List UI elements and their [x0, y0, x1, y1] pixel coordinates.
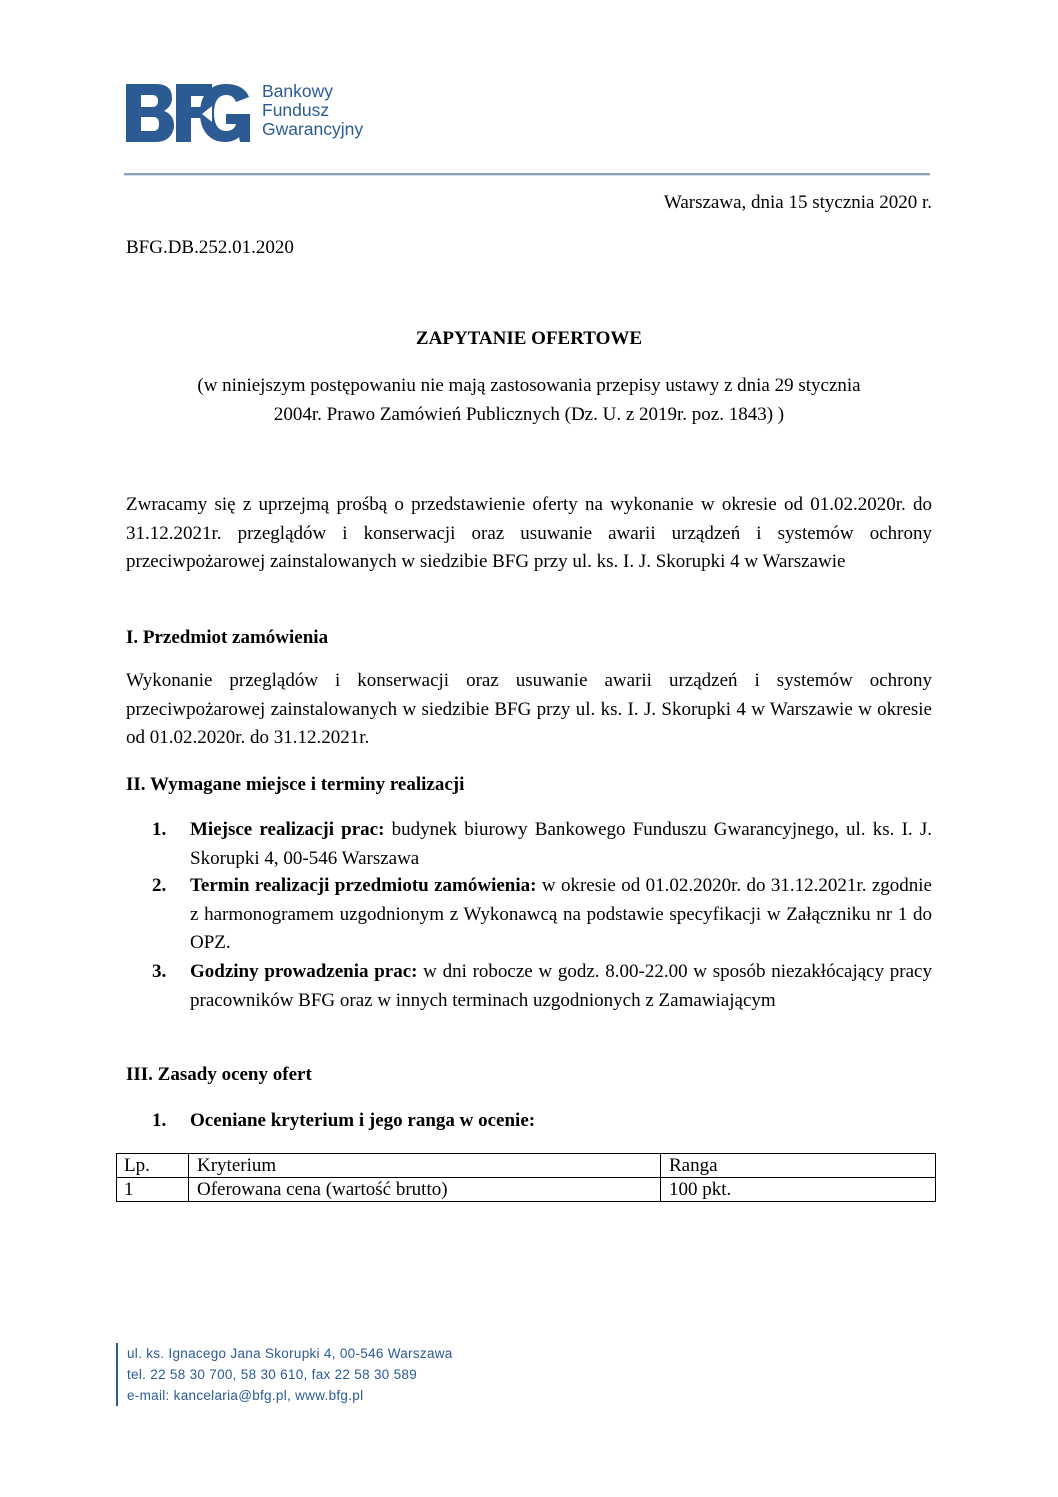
cell-rank: 100 pkt.: [661, 1178, 936, 1202]
intro-paragraph: Zwracamy się z uprzejmą prośbą o przedstawienie oferty na wykonanie w okresie od 01.02.2020r. do 31.12.2021r. przeglądów i konserwacji oraz usuwanie awarii urządzeń i systemów ochrony przeciwpożarowej zainstalowanych w siedzibie BFG przy ul. ks. I. J. Skorupki 4 w Warszawie: [126, 494, 932, 572]
cell-lp: 1: [117, 1178, 189, 1202]
list-number: 3.: [152, 961, 167, 982]
document-subtitle: [126, 371, 932, 429]
header-divider: [124, 173, 930, 176]
requirements-list-item-2: [152, 872, 932, 958]
list-item-label: Miejsce realizacji prac:: [190, 819, 385, 840]
requirements-list-item-3: [152, 958, 932, 1015]
footer-phone: tel. 22 58 30 700, 58 30 610, fax 22 58 30 589: [127, 1367, 418, 1382]
reference-number: BFG.DB.252.01.2020: [126, 237, 294, 258]
section-1-body: Wykonanie przeglądów i konserwacji oraz usuwanie awarii urządzeń i systemów ochrony przeciwpożarowej zainstalowanych w siedzibie BFG przy ul. ks. I. J. Skorupki 4 w Warszawie w okresie od 01.02.2020r. do 31.12.2021r.: [126, 670, 932, 748]
subtitle-line-2: 2004r. Prawo Zamówień Publicznych (Dz. U. z 2019r. poz. 1843) ): [273, 404, 785, 425]
section-3-heading: III. Zasady oceny ofert: [126, 1064, 312, 1085]
criteria-number: 1.: [152, 1110, 167, 1131]
footer-address: ul. ks. Ignacego Jana Skorupki 4, 00-546 Warszawa: [127, 1346, 453, 1361]
footer-contact: [116, 1343, 453, 1406]
footer-email-web: e-mail: kancelaria@bfg.pl, www.bfg.pl: [127, 1388, 364, 1403]
criteria-heading: [152, 1107, 535, 1135]
logo-line-1: Bankowy: [262, 81, 334, 101]
list-item-text: budynek biurowy Bankowego Funduszu Gwarancyjnego, ul. ks. I. J. Skorupki 4, 00-546 Warszawa: [190, 819, 933, 869]
table-row: [117, 1178, 936, 1202]
requirements-list-item-1: [152, 816, 932, 873]
subtitle-line-1: (w niniejszym postępowaniu nie mają zastosowania przepisy ustawy z dnia 29 stycznia: [197, 375, 861, 396]
header-criterion: Kryterium: [189, 1154, 661, 1178]
bfg-logo-mark-icon: [126, 84, 250, 142]
list-item-text: w okresie od 01.02.2020r. do 31.12.2021r. zgodnie z harmonogramem uzgodnionym z Wykonawcą na podstawie specyfikacji w Załączniku nr 1 do OPZ.: [190, 875, 932, 953]
table-header-row: [117, 1154, 936, 1178]
letter-date: Warszawa, dnia 15 stycznia 2020 r.: [663, 192, 932, 213]
criteria-table: [116, 1153, 936, 1202]
header-lp: Lp.: [117, 1154, 189, 1178]
list-number: 2.: [152, 875, 167, 896]
list-item-label: Godziny prowadzenia prac:: [190, 961, 418, 982]
section-2-heading: II. Wymagane miejsce i terminy realizacji: [126, 774, 465, 795]
section-1-heading: I. Przedmiot zamówienia: [126, 627, 329, 648]
logo-line-3: Gwarancyjny: [262, 119, 364, 139]
list-item-text: w dni robocze w godz. 8.00-22.00 w sposób niezakłócający pracy pracowników BFG oraz w innych terminach uzgodnionych z Zamawiającym: [190, 961, 932, 1011]
document-title: ZAPYTANIE OFERTOWE: [415, 328, 643, 349]
bfg-logo: [126, 82, 386, 146]
header-rank: Ranga: [661, 1154, 936, 1178]
logo-wordmark: [262, 82, 363, 139]
list-number: 1.: [152, 819, 167, 840]
list-item-label: Termin realizacji przedmiotu zamówienia:: [190, 875, 537, 896]
criteria-heading-text: Oceniane kryterium i jego ranga w ocenie:: [190, 1110, 536, 1131]
cell-criterion: Oferowana cena (wartość brutto): [189, 1178, 661, 1202]
logo-line-2: Fundusz: [262, 100, 330, 120]
